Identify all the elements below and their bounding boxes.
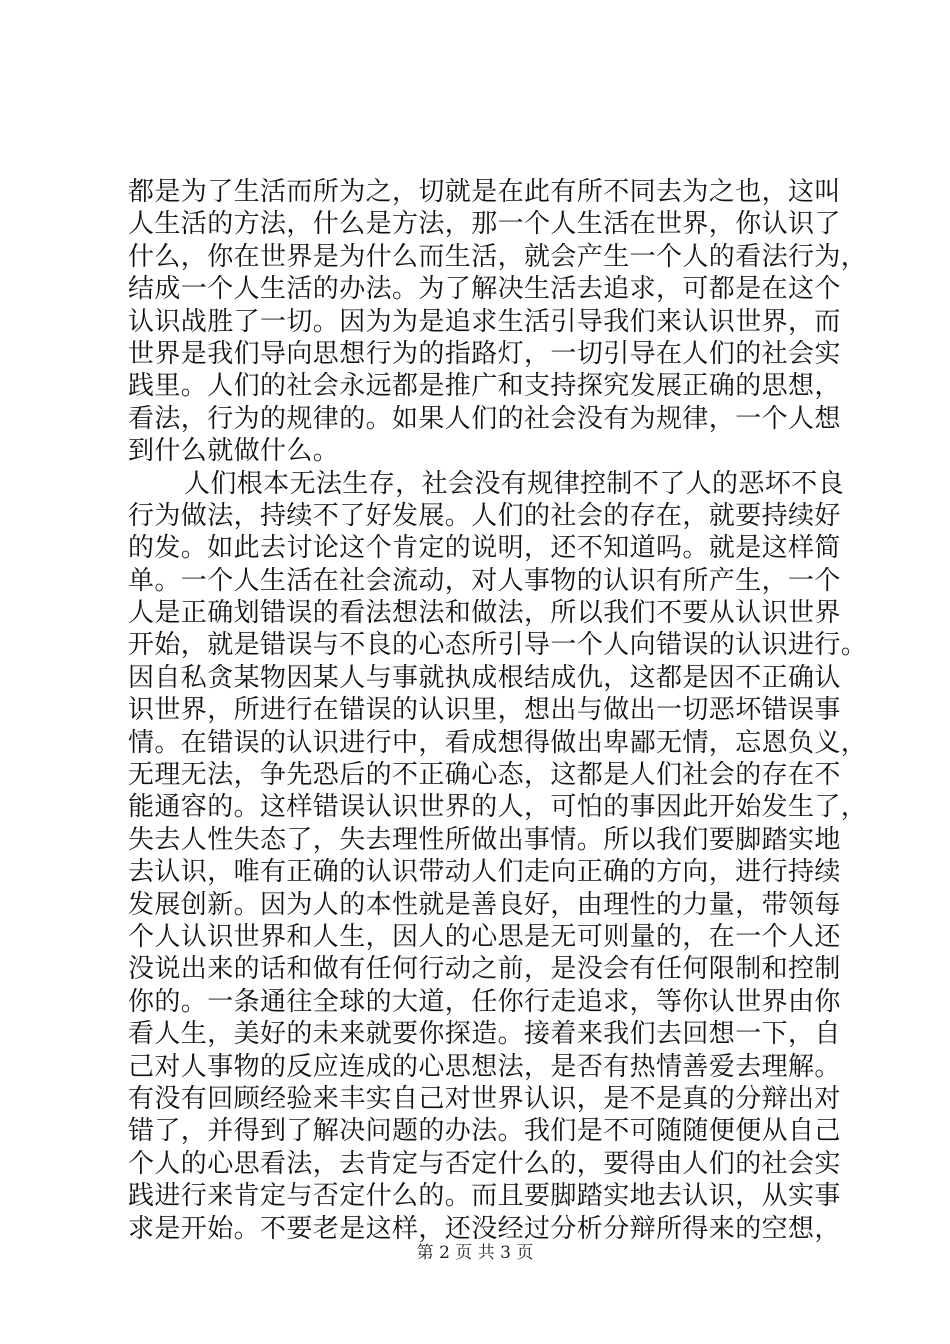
text-line: 看人生，美好的未来就要你探造。接着来我们去回想一下，自	[128, 1019, 841, 1050]
text-line: 有没有回顾经验来丰实自己对世界认识，是不是真的分辩出对	[128, 1083, 841, 1114]
text-line: 人生活的方法，什么是方法，那一个人生活在世界，你认识了	[128, 209, 841, 240]
text-line: 求是开始。不要老是这样，还没经过分析分辩所得来的空想，	[128, 1213, 841, 1244]
text-line: 错了，并得到了解决问题的办法。我们是不可随随便便从自己	[128, 1116, 841, 1147]
text-line: 开始，就是错误与不良的心态所引导一个人向错误的认识进行。	[128, 630, 868, 661]
text-line: 行为做法，持续不了好发展。人们的社会的存在，就要持续好	[128, 500, 841, 531]
text-line: 单。一个人生活在社会流动，对人事物的认识有所产生，一个	[128, 565, 841, 596]
text-line: 你的。一条通往全球的大道，任你行走追求，等你认世界由你	[128, 986, 841, 1017]
text-line: 认识战胜了一切。因为为是追求生活引导我们来认识世界，而	[128, 306, 841, 337]
text-line: 因自私贪某物因某人与事就执成根结成仇，这都是因不正确认	[128, 662, 841, 693]
text-line: 都是为了生活而所为之，切就是在此有所不同去为之也，这叫	[128, 177, 841, 207]
text-line: 践里。人们的社会永远都是推广和支持探究发展正确的思想，	[128, 371, 841, 402]
text-line: 情。在错误的认识进行中，看成想得做出卑鄙无情，忘恩负义，	[128, 727, 868, 758]
text-line: 看法，行为的规律的。如果人们的社会没有为规律，一个人想	[128, 403, 841, 434]
body-text	[128, 176, 868, 1245]
text-line: 世界是我们导向思想行为的指路灯，一切引导在人们的社会实	[128, 338, 841, 369]
text-line: 到什么就做什么。	[128, 436, 340, 467]
text-line: 个人认识世界和人生，因人的心思是无可则量的，在一个人还	[128, 921, 841, 952]
text-line: 己对人事物的反应连成的心思想法，是否有热情善爱去理解。	[128, 1051, 841, 1082]
text-line: 失去人性失态了，失去理性所做出事情。所以我们要脚踏实地	[128, 824, 841, 855]
text-line: 发展创新。因为人的本性就是善良好，由理性的力量，带领每	[128, 889, 841, 920]
text-line: 无理无法，争先恐后的不正确心态，这都是人们社会的存在不	[128, 760, 841, 791]
text-line: 个人的心思看法，去肯定与否定什么的，要得由人们的社会实	[128, 1148, 841, 1179]
page-number-footer: 第 2 页 共 3 页	[416, 1243, 534, 1263]
text-line: 人是正确划错误的看法想法和做法，所以我们不要从认识世界	[128, 598, 841, 629]
text-line: 的发。如此去讨论这个肯定的说明，还不知道吗。就是这样简	[128, 533, 841, 564]
paragraph-first-line: 人们根本无法生存，社会没有规律控制不了人的恶坏不良	[184, 468, 845, 499]
text-line: 践进行来肯定与否定什么的。而且要脚踏实地去认识，从实事	[128, 1181, 841, 1212]
text-line: 去认识，唯有正确的认识带动人们走向正确的方向，进行持续	[128, 857, 841, 888]
text-line: 什么，你在世界是为什么而生活，就会产生一个人的看法行为，	[128, 241, 868, 272]
text-line: 识世界，所进行在错误的认识里，想出与做出一切恶坏错误事	[128, 695, 841, 726]
text-line: 能通容的。这样错误认识世界的人，可怕的事因此开始发生了，	[128, 792, 868, 823]
text-line: 没说出来的话和做有任何行动之前，是没会有任何限制和控制	[128, 954, 841, 985]
text-line: 结成一个人生活的办法。为了解决生活去追求，可都是在这个	[128, 274, 841, 305]
